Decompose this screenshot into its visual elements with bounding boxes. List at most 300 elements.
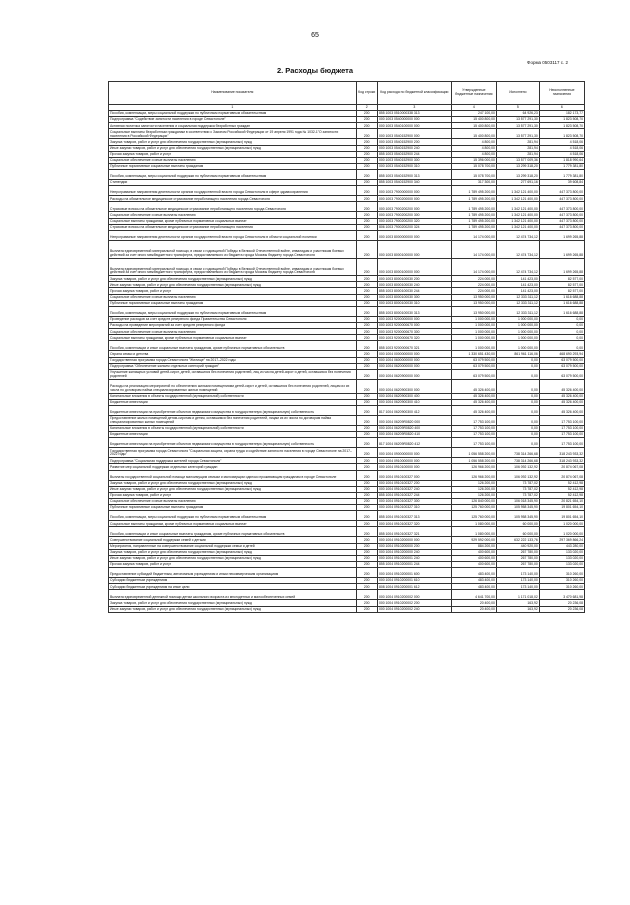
- table-row: [109, 448, 585, 458]
- row-executed: 12 474 734,12: [496, 240, 539, 258]
- row-indicator-name: Охрана семьи и детства: [109, 351, 357, 357]
- row-executed: 13 577 291,30: [496, 129, 539, 139]
- table-row: [109, 129, 585, 139]
- row-approved: 1 080 000,00: [451, 521, 496, 527]
- row-executed: 73 787,02: [496, 480, 539, 486]
- row-classification-code: 000 1004 0600000000 000: [377, 357, 451, 363]
- row-line-code: 200: [356, 600, 377, 606]
- row-approved: 1 000 000,00: [451, 329, 496, 335]
- row-unexecuted: 82 577,00: [539, 288, 584, 294]
- row-unexecuted: 297 369 866,24: [539, 537, 584, 543]
- table-body: [109, 111, 585, 613]
- row-indicator-name: Социальные выплаты гражданам, кроме публичных нормативных социальных выплат: [109, 521, 357, 527]
- row-classification-code: 806 1003 7900200200 324: [377, 224, 451, 230]
- row-classification-code: 000 1004 0620900300 400: [377, 393, 451, 399]
- row-unexecuted: 4 518,06: [539, 139, 584, 145]
- row-approved: 17 753 100,00: [451, 426, 496, 432]
- row-approved: 126 966 200,00: [451, 464, 496, 470]
- row-executed: 1 342 121 400,00: [496, 224, 539, 230]
- row-executed: 13 299 318,20: [496, 163, 539, 169]
- row-unexecuted: 443 280,00: [539, 543, 584, 549]
- row-line-code: 200: [356, 555, 377, 561]
- row-line-code: 200: [356, 492, 377, 498]
- row-unexecuted: 45 326 400,00: [539, 406, 584, 416]
- row-executed: 1 000 000,00: [496, 316, 539, 322]
- row-executed: 0,00: [496, 379, 539, 393]
- row-classification-code: 000 1003 8000000000 000: [377, 230, 451, 240]
- row-unexecuted: 63 079 500,00: [539, 369, 584, 379]
- row-approved: 14 174 000,00: [451, 230, 496, 240]
- row-approved: 1 080 000,00: [451, 527, 496, 537]
- row-line-code: 200: [356, 163, 377, 169]
- row-executed: 0,00: [496, 399, 539, 405]
- row-executed: 163,92: [496, 600, 539, 606]
- row-classification-code: 000 1004 0910200000 000: [377, 537, 451, 543]
- table-row: [109, 240, 585, 258]
- row-classification-code: 000 1003 0540000000 000: [377, 117, 451, 123]
- row-executed: 440 920,00: [496, 543, 539, 549]
- row-indicator-name: Социальные выплаты безработным гражданам в соответствии с Законом Российской Федерации от 19 апреля 1991 года № 1032-1"О занятости населения в Российской Федерации": [109, 129, 357, 139]
- row-unexecuted: 1 699 265,88: [539, 230, 584, 240]
- row-approved: 224 000,00: [451, 282, 496, 288]
- table-row: [109, 406, 585, 416]
- row-classification-code: 855 1003 0510000338 313: [377, 111, 451, 117]
- table-row: [109, 606, 585, 612]
- row-approved: 126 200,00: [451, 480, 496, 486]
- row-executed: 13 299 318,20: [496, 170, 539, 180]
- row-line-code: 200: [356, 486, 377, 492]
- row-executed: 12 474 734,12: [496, 230, 539, 240]
- row-unexecuted: 19 801 654,10: [539, 505, 584, 511]
- row-classification-code: 817 1004 06209R0820 412: [377, 438, 451, 448]
- row-indicator-name: Подпрограмма "Социальная поддержка жителей города Севастополя": [109, 458, 357, 464]
- row-indicator-name: Прочая закупка товаров, работ и услуг: [109, 492, 357, 498]
- row-executed: 1 342 121 400,00: [496, 218, 539, 224]
- row-indicator-name: Субсидии бюджетным учреждениям на иные цели: [109, 584, 357, 590]
- row-unexecuted: 1 699 265,88: [539, 258, 584, 276]
- row-classification-code: 000 1004 0910100327 310: [377, 505, 451, 511]
- row-approved: 483 400,00: [451, 584, 496, 590]
- row-indicator-name: Пособия, компенсации, меры социальной поддержки по публичным нормативным обязательствам: [109, 511, 357, 521]
- row-classification-code: 855 1003 0540152900 313: [377, 170, 451, 180]
- row-indicator-name: Мероприятия, направленные на совершенствование социальной поддержки семьи и детей: [109, 543, 357, 549]
- row-classification-code: 000 1004 06209R0820 400: [377, 426, 451, 432]
- row-line-code: 200: [356, 505, 377, 511]
- row-line-code: 200: [356, 139, 377, 145]
- row-executed: 267 780,00: [496, 555, 539, 561]
- row-line-code: 200: [356, 123, 377, 129]
- row-approved: 400 600,00: [451, 555, 496, 561]
- row-indicator-name: Страховые взносы на обязательное медицинское страхование неработающего населения города Севастополя: [109, 202, 357, 212]
- header-line-code: Код строки: [356, 82, 377, 105]
- table-row: [109, 258, 585, 276]
- row-indicator-name: Выплата единовременной материальной помощи, в связи с годовщиной Победы в Великой Отечественной войне, инвалидам и участникам боевых действий за счет иного межбюджетного трансферта, предоставляемого из бюджета города Москвы бюджету города Севастополя: [109, 240, 357, 258]
- row-unexecuted: 1 020 000,00: [539, 521, 584, 527]
- row-approved: 15 078 700,00: [451, 163, 496, 169]
- row-unexecuted: 20 236,08: [539, 600, 584, 606]
- row-approved: 4 800,00: [451, 151, 496, 157]
- row-indicator-name: Выплаты государственной социальной помощи малоимущим семьям и малоимущим одиноко проживающим гражданам в городе Севастополе: [109, 470, 357, 480]
- row-line-code: 200: [356, 549, 377, 555]
- row-executed: 0,00: [496, 357, 539, 363]
- row-classification-code: 000 1004 0910000000 000: [377, 458, 451, 464]
- row-classification-code: 000 1004 0910100327 240: [377, 486, 451, 492]
- row-approved: 63 079 500,00: [451, 357, 496, 363]
- row-approved: 126 200,00: [451, 486, 496, 492]
- table-row: [109, 306, 585, 316]
- column-number: 4: [451, 105, 496, 111]
- row-approved: 15 400 800,00: [451, 117, 496, 123]
- row-line-code: 200: [356, 399, 377, 405]
- row-executed: 1 000 000,00: [496, 329, 539, 335]
- row-line-code: 200: [356, 240, 377, 258]
- row-indicator-name: Публичные нормативные социальные выплаты гражданам: [109, 505, 357, 511]
- row-line-code: 200: [356, 561, 377, 567]
- row-line-code: 200: [356, 151, 377, 157]
- row-approved: 483 400,00: [451, 578, 496, 584]
- row-unexecuted: 447 373 800,00: [539, 224, 584, 230]
- row-line-code: 200: [356, 294, 377, 300]
- row-classification-code: 000 1004 0620900300 000: [377, 379, 451, 393]
- row-unexecuted: 1 616 688,88: [539, 300, 584, 306]
- row-line-code: 200: [356, 499, 377, 505]
- table-row: [109, 202, 585, 212]
- row-executed: 163,92: [496, 606, 539, 612]
- table-row: [109, 416, 585, 426]
- row-indicator-name: Социальное обеспечение и иные выплаты населению: [109, 499, 357, 505]
- row-approved: 224 000,00: [451, 276, 496, 282]
- budget-expenses-table: [108, 81, 585, 613]
- row-line-code: 200: [356, 335, 377, 341]
- row-unexecuted: 20 236,08: [539, 606, 584, 612]
- row-executed: 12 333 311,12: [496, 306, 539, 316]
- row-approved: 483 400,00: [451, 568, 496, 578]
- row-approved: 63 079 500,00: [451, 369, 496, 379]
- row-indicator-name: Государственная программа города Севастополя "Жилище" на 2017–2022 годы: [109, 357, 357, 363]
- row-executed: 173 140,00: [496, 578, 539, 584]
- row-indicator-name: Публичные нормативные социальные выплаты гражданам: [109, 300, 357, 306]
- row-classification-code: 000 1003 8000100030 200: [377, 276, 451, 282]
- row-executed: 1 171 018,02: [496, 590, 539, 600]
- row-executed: 632 222 133,76: [496, 537, 539, 543]
- row-unexecuted: 0,00: [539, 323, 584, 329]
- row-line-code: 200: [356, 606, 377, 612]
- row-unexecuted: 1 818 990,64: [539, 157, 584, 163]
- row-unexecuted: 45 326 400,00: [539, 399, 584, 405]
- row-executed: 0,00: [496, 406, 539, 416]
- row-executed: 141 423,00: [496, 282, 539, 288]
- row-classification-code: 000 1004 0000000000 000: [377, 351, 451, 357]
- row-indicator-name: Прочая закупка товаров, работ и услуг: [109, 561, 357, 567]
- row-approved: 1 789 495 200,00: [451, 224, 496, 230]
- row-unexecuted: 0,00: [539, 329, 584, 335]
- row-line-code: 200: [356, 568, 377, 578]
- header-executed: Исполнено: [496, 82, 539, 105]
- row-approved: 13 950 000,00: [451, 306, 496, 316]
- row-classification-code: 000 1003 0540152900 000: [377, 129, 451, 139]
- row-indicator-name: Иные закупки товаров, работ и услуг для обеспечения государственных (муниципальных) нужд: [109, 282, 357, 288]
- row-classification-code: 855 1004 0910100327 244: [377, 492, 451, 498]
- row-executed: 13 577 291,30: [496, 117, 539, 123]
- table-row: [109, 230, 585, 240]
- row-approved: 45 326 400,00: [451, 379, 496, 393]
- row-executed: 267 780,00: [496, 561, 539, 567]
- row-approved: 125 760 000,00: [451, 511, 496, 521]
- row-unexecuted: 1 020 000,00: [539, 527, 584, 537]
- column-number: 6: [539, 105, 584, 111]
- row-executed: 106 092 132,92: [496, 464, 539, 470]
- row-indicator-name: Непрограммные направления деятельности органов государственной власти города Севастополя в области социальной политики: [109, 230, 357, 240]
- row-unexecuted: 1 823 508,70: [539, 123, 584, 129]
- row-line-code: 200: [356, 212, 377, 218]
- row-line-code: 200: [356, 323, 377, 329]
- row-approved: 20 400,00: [451, 606, 496, 612]
- row-approved: 929 592 000,00: [451, 537, 496, 543]
- row-executed: 738 314 266,68: [496, 448, 539, 458]
- row-classification-code: 000 1004 0910200000 200: [377, 543, 451, 549]
- row-line-code: 200: [356, 341, 377, 351]
- row-classification-code: 000 1004 0910200001 610: [377, 578, 451, 584]
- row-line-code: 200: [356, 111, 377, 117]
- row-classification-code: 000 1004 0910200002 000: [377, 590, 451, 600]
- row-unexecuted: 20 874 067,08: [539, 470, 584, 480]
- row-approved: 1 789 495 200,00: [451, 218, 496, 224]
- row-indicator-name: Пособия, компенсации, меры социальной поддержки по публичным нормативным обязательствам: [109, 111, 357, 117]
- row-classification-code: 000 1003 7900200200 000: [377, 202, 451, 212]
- row-executed: 0,00: [496, 393, 539, 399]
- row-line-code: 200: [356, 432, 377, 438]
- row-executed: 64 926,23: [496, 111, 539, 117]
- row-approved: 400 600,00: [451, 549, 496, 555]
- row-approved: 1 000 000,00: [451, 335, 496, 341]
- row-approved: 4 800,00: [451, 139, 496, 145]
- row-unexecuted: 447 373 800,00: [539, 212, 584, 218]
- row-classification-code: 000 1004 0910100327 000: [377, 470, 451, 480]
- row-approved: 126 840 000,00: [451, 499, 496, 505]
- table-row: [109, 170, 585, 180]
- row-indicator-name: Совершенствование социальной поддержки семей с детьми: [109, 537, 357, 543]
- row-executed: 0,00: [496, 416, 539, 426]
- table-row: [109, 379, 585, 393]
- row-indicator-name: Субсидии бюджетным учреждениям: [109, 578, 357, 584]
- table-row: [109, 590, 585, 600]
- row-classification-code: 855 1004 0910100327 313: [377, 511, 451, 521]
- row-executed: 13 577 009,36: [496, 157, 539, 163]
- row-approved: 125 760 000,00: [451, 505, 496, 511]
- header-classification-code: Код расхода по бюджетной классификации: [377, 82, 451, 105]
- row-classification-code: 000 1003 8000100030 240: [377, 282, 451, 288]
- row-unexecuted: 318 243 933,32: [539, 458, 584, 464]
- row-indicator-name: Прочая закупка товаров, работ и услуг: [109, 288, 357, 294]
- row-classification-code: 000 1004 0910100327 300: [377, 499, 451, 505]
- row-unexecuted: 3 470 681,98: [539, 590, 584, 600]
- row-line-code: 200: [356, 186, 377, 196]
- row-unexecuted: 133 020,00: [539, 561, 584, 567]
- row-unexecuted: 447 373 800,00: [539, 196, 584, 202]
- row-unexecuted: 182 173,77: [539, 111, 584, 117]
- row-unexecuted: 45 326 400,00: [539, 393, 584, 399]
- row-classification-code: 000 1003 0540152900 240: [377, 145, 451, 151]
- row-unexecuted: 1 779 381,80: [539, 163, 584, 169]
- row-indicator-name: Государственная программа города Севастополя "Социальная защита, охрана труда и содействие занятости населения в городе Севастополе на 2017–2022 годы": [109, 448, 357, 458]
- table-row: [109, 369, 585, 379]
- row-approved: 224 000,00: [451, 288, 496, 294]
- row-indicator-name: Пособия, компенсации и иные социальные выплаты гражданам, кроме публичных нормативных обязательств: [109, 341, 357, 351]
- row-approved: 15 400 800,00: [451, 129, 496, 139]
- row-line-code: 200: [356, 282, 377, 288]
- row-line-code: 200: [356, 276, 377, 282]
- row-executed: 281,94: [496, 139, 539, 145]
- row-indicator-name: Закупка товаров, работ и услуг для обеспечения государственных (муниципальных) нужд: [109, 600, 357, 606]
- row-line-code: 200: [356, 470, 377, 480]
- table-row: [109, 527, 585, 537]
- row-approved: 4 800,00: [451, 145, 496, 151]
- row-executed: 281,94: [496, 151, 539, 157]
- row-classification-code: 855 1003 9200000670 321: [377, 341, 451, 351]
- row-unexecuted: 447 373 800,00: [539, 186, 584, 196]
- table-row: [109, 568, 585, 578]
- row-unexecuted: 1 699 265,88: [539, 240, 584, 258]
- row-line-code: 200: [356, 543, 377, 549]
- row-approved: 63 079 500,00: [451, 363, 496, 369]
- row-indicator-name: Предоставление жилых помещений детям-сиротам и детям, оставшимся без попечения родителей, лицам из их числа по договорам найма специализированных жилых помещений: [109, 416, 357, 426]
- row-indicator-name: Расходы на проведение мероприятий за счет средств резервного фонда: [109, 323, 357, 329]
- row-line-code: 200: [356, 117, 377, 123]
- row-unexecuted: 82 577,00: [539, 282, 584, 288]
- row-line-code: 200: [356, 527, 377, 537]
- row-unexecuted: 0,00: [539, 341, 584, 351]
- row-executed: 12 333 311,12: [496, 294, 539, 300]
- header-row: [109, 82, 585, 105]
- row-indicator-name: Расходы на обязательное медицинское страхование неработающего населения города Севастополя: [109, 196, 357, 202]
- row-line-code: 200: [356, 145, 377, 151]
- page-number: 65: [311, 32, 319, 39]
- row-classification-code: 000 1004 0910100327 200: [377, 480, 451, 486]
- row-line-code: 200: [356, 329, 377, 335]
- row-approved: 317 300,00: [451, 180, 496, 186]
- row-indicator-name: Социальные выплаты гражданам, кроме публичных нормативных социальных выплат: [109, 218, 357, 224]
- row-executed: 60 000,00: [496, 521, 539, 527]
- row-classification-code: 000 1003 8000100000 000: [377, 258, 451, 276]
- row-classification-code: 000 1003 7900200200 320: [377, 218, 451, 224]
- row-classification-code: 000 1003 0540152900 300: [377, 157, 451, 163]
- row-classification-code: 855 1003 8000100030 244: [377, 288, 451, 294]
- row-indicator-name: Иные закупки товаров, работ и услуг для обеспечения государственных (муниципальных) нужд: [109, 606, 357, 612]
- row-executed: 0,00: [496, 432, 539, 438]
- row-indicator-name: Пособия, компенсации, меры социальной поддержки по публичным нормативным обязательствам: [109, 306, 357, 316]
- row-executed: 12 333 311,12: [496, 300, 539, 306]
- row-indicator-name: Подпрограмма "Обеспечение жильем отдельных категорий граждан": [109, 363, 357, 369]
- row-approved: 45 326 400,00: [451, 406, 496, 416]
- row-indicator-name: Активная политика занятости населения и социальная поддержка безработных граждан: [109, 123, 357, 129]
- row-executed: 1 342 121 400,00: [496, 202, 539, 212]
- row-executed: 13 577 291,30: [496, 123, 539, 129]
- row-executed: 73 787,02: [496, 492, 539, 498]
- row-classification-code: 000 1003 7900200000 000: [377, 196, 451, 202]
- row-indicator-name: Прочая закупка товаров, работ и услуг: [109, 151, 357, 157]
- row-classification-code: 000 1004 0900000000 000: [377, 448, 451, 458]
- row-line-code: 200: [356, 448, 377, 458]
- row-approved: 126 200,00: [451, 492, 496, 498]
- row-indicator-name: Стипендии: [109, 180, 357, 186]
- row-unexecuted: 4 518,06: [539, 145, 584, 151]
- row-executed: 141 423,00: [496, 276, 539, 282]
- row-classification-code: 000 1004 0910100000 000: [377, 464, 451, 470]
- section-title: 2. Расходы бюджета: [276, 66, 354, 75]
- row-line-code: 200: [356, 357, 377, 363]
- row-classification-code: 808 1004 0910200001 612: [377, 584, 451, 590]
- header-indicator-name: Наименование показателя: [109, 82, 357, 105]
- row-unexecuted: 310 260,00: [539, 584, 584, 590]
- column-number: 3: [377, 105, 451, 111]
- row-line-code: 200: [356, 416, 377, 426]
- row-line-code: 200: [356, 458, 377, 464]
- row-classification-code: 000 1004 0910200002 240: [377, 606, 451, 612]
- row-unexecuted: 1 823 508,70: [539, 117, 584, 123]
- row-executed: 141 423,00: [496, 288, 539, 294]
- row-unexecuted: 52 412,98: [539, 480, 584, 486]
- row-unexecuted: 310 260,00: [539, 578, 584, 584]
- row-executed: 0,00: [496, 438, 539, 448]
- row-line-code: 200: [356, 480, 377, 486]
- row-line-code: 200: [356, 129, 377, 139]
- row-unexecuted: 52 412,98: [539, 486, 584, 492]
- row-indicator-name: Иные закупки товаров, работ и услуг для обеспечения государственных (муниципальных) нужд: [109, 555, 357, 561]
- row-approved: 4 641 700,00: [451, 590, 496, 600]
- row-line-code: 200: [356, 521, 377, 527]
- row-indicator-name: Улучшение жилищных условий детей-сирот, детей, оставшихся без попечения родителей, лиц из числа детей-сирот и детей, оставшихся без попечения родителей: [109, 369, 357, 379]
- row-unexecuted: 0,00: [539, 335, 584, 341]
- row-unexecuted: 318 243 933,32: [539, 448, 584, 458]
- row-approved: 15 400 800,00: [451, 123, 496, 129]
- row-approved: 45 326 400,00: [451, 393, 496, 399]
- row-indicator-name: Иные закупки товаров, работ и услуг для обеспечения государственных (муниципальных) нужд: [109, 486, 357, 492]
- row-indicator-name: Бюджетные инвестиции на приобретение объектов недвижимого имущества в государственную (муниципальную) собственность: [109, 406, 357, 416]
- row-line-code: 200: [356, 157, 377, 163]
- row-executed: 281,94: [496, 145, 539, 151]
- row-approved: 1 056 558 200,00: [451, 448, 496, 458]
- row-executed: 106 092 132,92: [496, 470, 539, 480]
- row-unexecuted: 4 518,06: [539, 151, 584, 157]
- row-unexecuted: 447 373 800,00: [539, 202, 584, 212]
- row-approved: 17 753 100,00: [451, 416, 496, 426]
- table-row: [109, 438, 585, 448]
- table-row: [109, 341, 585, 351]
- row-indicator-name: Развитие мер социальной поддержки отдельных категорий граждан: [109, 464, 357, 470]
- row-line-code: 200: [356, 180, 377, 186]
- row-executed: 861 961 116,06: [496, 351, 539, 357]
- row-classification-code: 000 1004 0910200001 240: [377, 555, 451, 561]
- row-classification-code: 000 1004 06209R0820 410: [377, 432, 451, 438]
- row-unexecuted: 45 326 400,00: [539, 379, 584, 393]
- row-classification-code: 855 1003 0540152900 244: [377, 151, 451, 157]
- row-line-code: 200: [356, 300, 377, 306]
- row-unexecuted: 468 690 293,94: [539, 351, 584, 357]
- row-executed: 277 691,16: [496, 180, 539, 186]
- header-unexecuted: Неисполненные назначения: [539, 82, 584, 105]
- row-approved: 126 966 200,00: [451, 470, 496, 480]
- column-number: 1: [109, 105, 357, 111]
- header-approved: Утвержденные бюджетные назначения: [451, 82, 496, 105]
- row-line-code: 200: [356, 369, 377, 379]
- row-unexecuted: 310 260,00: [539, 568, 584, 578]
- row-unexecuted: 17 753 100,00: [539, 438, 584, 448]
- row-executed: 1 342 121 400,00: [496, 212, 539, 218]
- row-indicator-name: Капитальные вложения в объекты государственной (муниципальной) собственности: [109, 426, 357, 432]
- row-indicator-name: Подпрограмма "Содействие занятости населения в городе Севастополе": [109, 117, 357, 123]
- row-indicator-name: Закупка товаров, работ и услуг для обеспечения государственных (муниципальных) нужд: [109, 480, 357, 486]
- row-indicator-name: Предоставление субсидий бюджетным, автономным учреждениям и иным некоммерческим организациям: [109, 568, 357, 578]
